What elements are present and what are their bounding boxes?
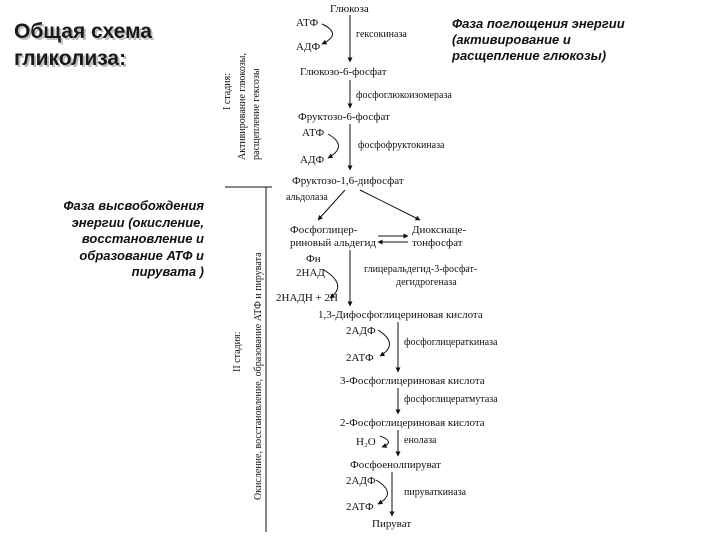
cofactor-arrow [328,134,339,158]
atp-label: 2АТФ [346,501,374,513]
bpg-label: 1,3-Дифосфоглицериновая кислота [318,309,483,321]
caption-line: образование АТФ и [79,247,204,263]
dhap-label: Диоксиаце- [412,224,467,236]
cofactor-arrow [376,480,388,504]
stage2-roman: II стадия: [232,331,243,372]
dhap-label: тонфосфат [412,237,463,249]
atp-label: 2АТФ [346,352,374,364]
caption-line: восстановление и [81,231,204,246]
adp-label: 2АДФ [346,325,376,337]
atp-label: АТФ [296,17,319,29]
gapdh-label: глицеральдегид-3-фосфат- [364,264,478,275]
cofactor-arrow [380,436,389,447]
aldolase-label: альдолаза [286,192,328,203]
caption-line: Фаза поглощения энергии [452,16,625,31]
title-line: гликолиза: [14,47,127,70]
enolase-label: енолаза [404,435,437,446]
pep-label: Фосфоенолпируват [350,459,441,471]
h2o-label: H₂O [356,436,376,448]
pgm-label: фосфоглицератмутаза [404,394,498,405]
glucose-label: Глюкоза [330,3,369,15]
caption-line: энергии (окисление, [71,214,204,230]
nad-label: 2НАД [296,267,325,279]
gapdh-label: дегидрогеназа [396,277,457,288]
title-line: Общая схема [14,20,152,43]
adp-label: АДФ [296,41,321,53]
atp-label: АТФ [302,127,325,139]
f16bp-label: Фруктозо-1,6-дифосфат [292,175,404,187]
pi-label: Фн [306,253,321,265]
pyruvate-label: Пируват [372,518,412,530]
cofactor-arrow [378,330,390,356]
pg2-label: 2-Фосфоглицериновая кислота [340,417,485,429]
caption-line: Фаза высвобождения [63,198,204,213]
stage1-line2: расщепление гексозы [251,68,262,160]
pfk-label: фосфофруктокиназа [358,140,445,151]
split-arrow-right [360,190,420,220]
stage1-roman: I стадия: [222,72,233,110]
pyruvate-kinase-label: пируваткиназа [404,487,467,498]
nadh-label: 2НАДН + 2Н [276,292,338,304]
adp-label: АДФ [300,154,325,166]
isomerase-label: фосфоглюкоизомераза [356,90,452,101]
g6p-label: Глюкозо-6-фосфат [300,66,387,78]
stage1-line1: Активирование глюкозы, [237,53,248,160]
caption-line: расщепление глюкозы) [452,48,607,63]
pgk-label: фосфоглицераткиназа [404,337,498,348]
gap-label: Фосфоглицер- [290,224,358,236]
caption-line: пирувата ) [131,264,204,279]
gap-label: риновый альдегид [290,237,376,249]
cofactor-arrow [322,24,333,44]
pg3-label: 3-Фосфоглицериновая кислота [340,375,485,387]
hexokinase-label: гексокиназа [356,29,407,40]
f6p-label: Фруктозо-6-фосфат [298,111,390,123]
stage2-line1: Окисление, восстановление, образование АТФ и пирувата [253,252,264,500]
adp-label: 2АДФ [346,475,376,487]
caption-line: (активирование и [452,32,571,47]
